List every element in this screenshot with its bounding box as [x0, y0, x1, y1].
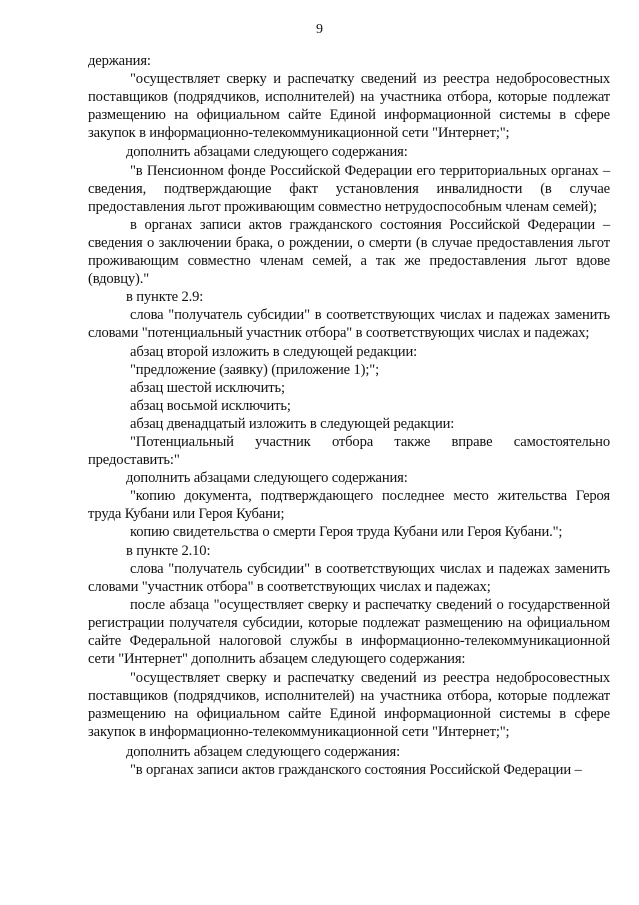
- paragraph: в пункте 2.10:: [126, 542, 211, 559]
- paragraph: "Потенциальный участник отбора также вправе самостоятельно предоставить:": [88, 433, 610, 469]
- paragraph: дополнить абзацами следующего содержания:: [126, 470, 408, 487]
- paragraph: "в Пенсионном фонде Российской Федерации его территориальных органах – сведения, подтверждающие факт установления инвалидности (в случае предоставления льгот проживающим совместно нетрудоспособным членам семей);: [88, 162, 610, 215]
- paragraph: в пункте 2.9:: [126, 289, 204, 306]
- paragraph: дополнить абзацами следующего содержания:: [126, 144, 408, 161]
- paragraph: в органах записи актов гражданского состояния Российской Федерации – сведения о заключении брака, о рождении, о смерти (в случае предоставления льгот проживающим совместно членам семей, а так же предоставления льгот вдове (вдовцу).": [88, 216, 610, 288]
- paragraph: абзац двенадцатый изложить в следующей редакции:: [130, 415, 455, 432]
- paragraph: слова "получатель субсидии" в соответствующих числах и падежах заменить словами "потенциальный участник отбора" в соответствующих числах и падежах;: [88, 307, 610, 342]
- page-number: 9: [316, 22, 323, 37]
- paragraph: абзац шестой исключить;: [130, 379, 285, 396]
- paragraph: копию свидетельства о смерти Героя труда Кубани или Героя Кубани.";: [130, 524, 563, 541]
- paragraph: после абзаца "осуществляет сверку и распечатку сведений о государственной регистрации получателя субсидии, которые подлежат размещению на официальном сайте Федеральной налоговой службы в информационно-телекоммуникационной сети "Интернет" дополнить абзацем следующего содержания:: [88, 596, 610, 668]
- paragraph: дополнить абзацем следующего содержания:: [126, 743, 400, 760]
- document-body: [88, 52, 610, 779]
- paragraph: слова "получатель субсидии" в соответствующих числах и падежах заменить словами "участник отбора" в соответствующих числах и падежах;: [88, 560, 610, 595]
- paragraph: "осуществляет сверку и распечатку сведений из реестра недобросовестных поставщиков (подрядчиков, исполнителей) на участника отбора, которые подлежат размещению на официальном сайте Единой информационной системы в сфере закупок в информационно-телекоммуникационной сети "Интернет;";: [88, 71, 610, 142]
- paragraph: "осуществляет сверку и распечатку сведений из реестра недобросовестных поставщиков (подрядчиков, исполнителей) на участника отбора, которые подлежат размещению на официальном сайте Единой информационной системы в сфере закупок в информационно-телекоммуникационной сети "Интернет;";: [88, 670, 610, 741]
- paragraph: держания:: [88, 53, 151, 69]
- paragraph: "в органах записи актов гражданского состояния Российской Федерации –: [130, 761, 582, 778]
- paragraph: "предложение (заявку) (приложение 1);";: [130, 361, 379, 378]
- paragraph: "копию документа, подтверждающего последнее место жительства Героя труда Кубани или Героя Кубани;: [88, 488, 610, 523]
- paragraph: абзац восьмой исключить;: [130, 397, 291, 414]
- paragraph: абзац второй изложить в следующей редакции:: [130, 343, 418, 360]
